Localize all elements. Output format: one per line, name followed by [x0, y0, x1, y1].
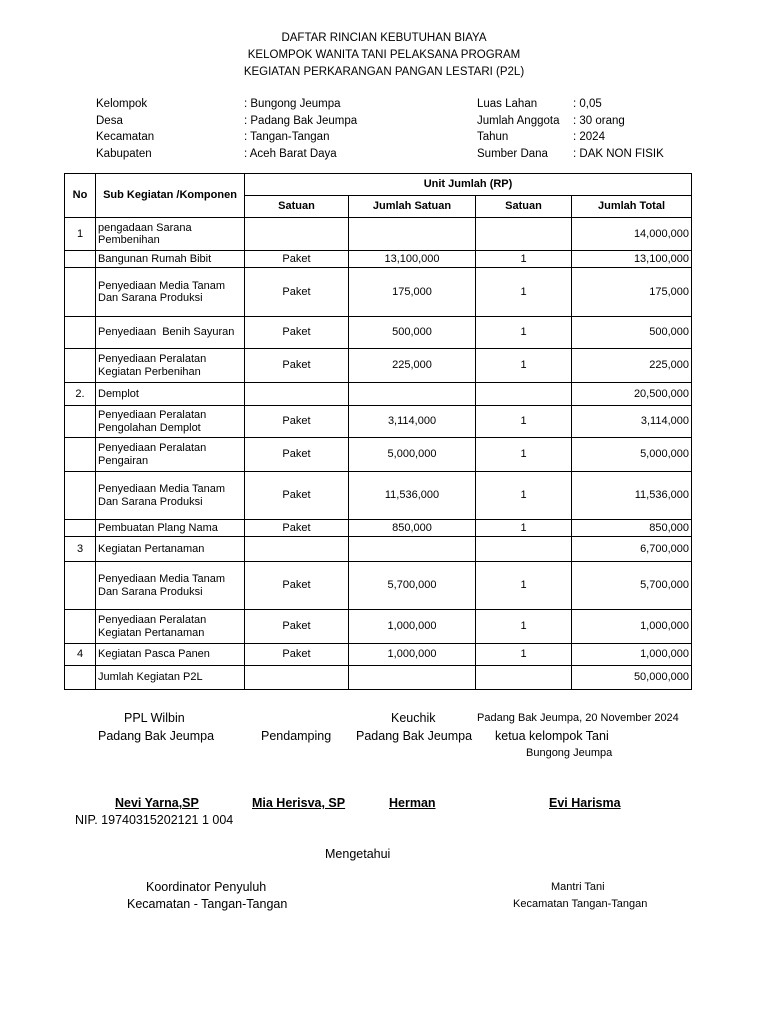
mengetahui: Mengetahui	[325, 847, 391, 861]
row-name: Kegiatan Pertanaman	[96, 537, 245, 562]
row-satuan: Paket	[245, 520, 349, 537]
info-sumber-dana-label: Sumber Dana	[477, 148, 548, 160]
row-jumlah-satuan: 225,000	[349, 349, 476, 383]
row-total: 6,700,000	[572, 537, 692, 562]
table-row-category	[65, 644, 692, 666]
row-qty: 1	[476, 438, 572, 472]
row-total: 20,500,000	[572, 383, 692, 406]
info-desa-label: Desa	[96, 115, 123, 127]
row-qty: 1	[476, 644, 572, 666]
row-satuan	[245, 537, 349, 562]
row-name: Penyediaan Peralatan Pengairan	[96, 438, 245, 472]
table-row	[65, 610, 692, 644]
ppl-location: Padang Bak Jeumpa	[98, 729, 215, 743]
row-satuan: Paket	[245, 562, 349, 610]
row-satuan: Paket	[245, 472, 349, 520]
row-no: 4	[65, 644, 96, 666]
row-total: 3,114,000	[572, 406, 692, 438]
row-no	[65, 562, 96, 610]
row-jumlah-satuan: 500,000	[349, 317, 476, 349]
row-no	[65, 251, 96, 268]
nip-ppl: NIP. 19740315202121 1 004	[75, 813, 234, 827]
table-row	[65, 349, 692, 383]
info-desa-value: : Padang Bak Jeumpa	[244, 115, 358, 127]
koordinator-location: Kecamatan - Tangan-Tangan	[127, 897, 288, 911]
row-jumlah-satuan: 13,100,000	[349, 251, 476, 268]
row-jumlah-satuan: 5,700,000	[349, 562, 476, 610]
row-qty	[476, 218, 572, 251]
name-ketua: Evi Harisma	[549, 796, 621, 810]
row-total: 5,000,000	[572, 438, 692, 472]
row-jumlah-satuan	[349, 666, 476, 690]
row-qty	[476, 666, 572, 690]
keuchik-title: Keuchik	[391, 711, 436, 725]
row-qty	[476, 383, 572, 406]
name-pendamping: Mia Herisva, SP	[252, 796, 346, 810]
row-total: 850,000	[572, 520, 692, 537]
table-row-grand-total	[65, 666, 692, 690]
budget-table	[64, 173, 692, 690]
row-name: Bangunan Rumah Bibit	[96, 251, 245, 268]
row-satuan: Paket	[245, 406, 349, 438]
row-no	[65, 610, 96, 644]
row-name: Penyediaan Media Tanam Dan Sarana Produksi	[96, 268, 245, 317]
table-row	[65, 317, 692, 349]
row-satuan	[245, 383, 349, 406]
row-name: Penyediaan Peralatan Kegiatan Pertanaman	[96, 610, 245, 644]
row-no	[65, 268, 96, 317]
row-qty: 1	[476, 472, 572, 520]
row-name: Penyediaan Media Tanam Dan Sarana Produksi	[96, 472, 245, 520]
date-place: Padang Bak Jeumpa, 20 November 2024	[477, 712, 679, 724]
header-jumlah-total: Jumlah Total	[572, 196, 692, 218]
row-name: pengadaan Sarana Pembenihan	[96, 218, 245, 251]
row-name: Pembuatan Plang Nama	[96, 520, 245, 537]
document-title-line3: KEGIATAN PERKARANGAN PANGAN LESTARI (P2L)	[243, 66, 525, 78]
row-jumlah-satuan	[349, 537, 476, 562]
row-total: 11,536,000	[572, 472, 692, 520]
document-title-line1: DAFTAR RINCIAN KEBUTUHAN BIAYA	[281, 32, 487, 44]
row-total: 13,100,000	[572, 251, 692, 268]
mantri-title: Mantri Tani	[551, 881, 605, 893]
info-jumlah-anggota-value: : 30 orang	[573, 115, 625, 127]
row-satuan: Paket	[245, 251, 349, 268]
info-tahun-label: Tahun	[477, 131, 509, 143]
header-sub-kegiatan: Sub Kegiatan /Komponen	[96, 174, 245, 218]
info-kecamatan-label: Kecamatan	[96, 131, 155, 143]
row-no	[65, 666, 96, 690]
info-luas-lahan-value: : 0,05	[573, 98, 602, 110]
row-name: Penyediaan Benih Sayuran	[96, 317, 245, 349]
name-ppl: Nevi Yarna,SP	[115, 796, 199, 810]
row-name: Demplot	[96, 383, 245, 406]
row-qty: 1	[476, 349, 572, 383]
row-no	[65, 349, 96, 383]
row-total: 50,000,000	[572, 666, 692, 690]
row-name: Penyediaan Peralatan Pengolahan Demplot	[96, 406, 245, 438]
row-jumlah-satuan: 1,000,000	[349, 644, 476, 666]
row-qty: 1	[476, 268, 572, 317]
info-kabupaten-label: Kabupaten	[96, 148, 152, 160]
row-jumlah-satuan: 3,114,000	[349, 406, 476, 438]
row-qty: 1	[476, 520, 572, 537]
row-total: 500,000	[572, 317, 692, 349]
row-total: 5,700,000	[572, 562, 692, 610]
row-no: 1	[65, 218, 96, 251]
info-luas-lahan-label: Luas Lahan	[477, 98, 538, 110]
row-total: 1,000,000	[572, 644, 692, 666]
ppl-title: PPL Wilbin	[124, 711, 185, 725]
keuchik-location: Padang Bak Jeumpa	[356, 729, 473, 743]
table-row-category	[65, 383, 692, 406]
row-jumlah-satuan: 11,536,000	[349, 472, 476, 520]
info-kabupaten-value: : Aceh Barat Daya	[244, 148, 337, 160]
row-qty: 1	[476, 317, 572, 349]
row-qty: 1	[476, 562, 572, 610]
row-jumlah-satuan: 175,000	[349, 268, 476, 317]
row-satuan: Paket	[245, 317, 349, 349]
name-keuchik: Herman	[389, 796, 436, 810]
row-name: Jumlah Kegiatan P2L	[96, 666, 245, 690]
table-row-category	[65, 537, 692, 562]
ketua-title: ketua kelompok Tani	[495, 729, 609, 743]
row-satuan	[245, 218, 349, 251]
row-no	[65, 317, 96, 349]
header-jumlah-satuan: Jumlah Satuan	[349, 196, 476, 218]
row-satuan: Paket	[245, 644, 349, 666]
info-kecamatan-value: : Tangan-Tangan	[244, 131, 330, 143]
row-satuan	[245, 666, 349, 690]
table-row	[65, 268, 692, 317]
header-satuan-qty: Satuan	[476, 196, 572, 218]
row-total: 14,000,000	[572, 218, 692, 251]
document-title-line2: KELOMPOK WANITA TANI PELAKSANA PROGRAM	[247, 49, 521, 61]
row-qty: 1	[476, 251, 572, 268]
row-satuan: Paket	[245, 349, 349, 383]
mantri-location: Kecamatan Tangan-Tangan	[513, 898, 648, 910]
table-row	[65, 562, 692, 610]
row-qty	[476, 537, 572, 562]
table-row-category	[65, 218, 692, 251]
row-no	[65, 472, 96, 520]
row-total: 175,000	[572, 268, 692, 317]
table-row	[65, 406, 692, 438]
row-satuan: Paket	[245, 610, 349, 644]
row-jumlah-satuan	[349, 383, 476, 406]
table-row	[65, 438, 692, 472]
row-no	[65, 520, 96, 537]
row-jumlah-satuan: 5,000,000	[349, 438, 476, 472]
pendamping-title: Pendamping	[261, 729, 332, 743]
row-qty: 1	[476, 610, 572, 644]
info-jumlah-anggota-label: Jumlah Anggota	[477, 115, 560, 127]
header-no: No	[65, 174, 96, 218]
header-satuan: Satuan	[245, 196, 349, 218]
table-row	[65, 251, 692, 268]
info-tahun-value: : 2024	[573, 131, 605, 143]
row-name: Penyediaan Peralatan Kegiatan Perbenihan	[96, 349, 245, 383]
row-jumlah-satuan: 850,000	[349, 520, 476, 537]
row-total: 1,000,000	[572, 610, 692, 644]
row-jumlah-satuan	[349, 218, 476, 251]
row-no	[65, 406, 96, 438]
header-unit-jumlah: Unit Jumlah (RP)	[245, 174, 692, 196]
row-satuan: Paket	[245, 438, 349, 472]
row-qty: 1	[476, 406, 572, 438]
row-satuan: Paket	[245, 268, 349, 317]
row-no: 2.	[65, 383, 96, 406]
koordinator-title: Koordinator Penyuluh	[146, 880, 267, 894]
row-name: Kegiatan Pasca Panen	[96, 644, 245, 666]
table-row	[65, 520, 692, 537]
ketua-group: Bungong Jeumpa	[526, 747, 613, 759]
info-sumber-dana-value: : DAK NON FISIK	[573, 148, 664, 160]
row-total: 225,000	[572, 349, 692, 383]
table-row	[65, 472, 692, 520]
row-no	[65, 438, 96, 472]
info-kelompok-label: Kelompok	[96, 98, 148, 110]
row-jumlah-satuan: 1,000,000	[349, 610, 476, 644]
row-name: Penyediaan Media Tanam Dan Sarana Produksi	[96, 562, 245, 610]
row-no: 3	[65, 537, 96, 562]
info-kelompok-value: : Bungong Jeumpa	[244, 98, 341, 110]
